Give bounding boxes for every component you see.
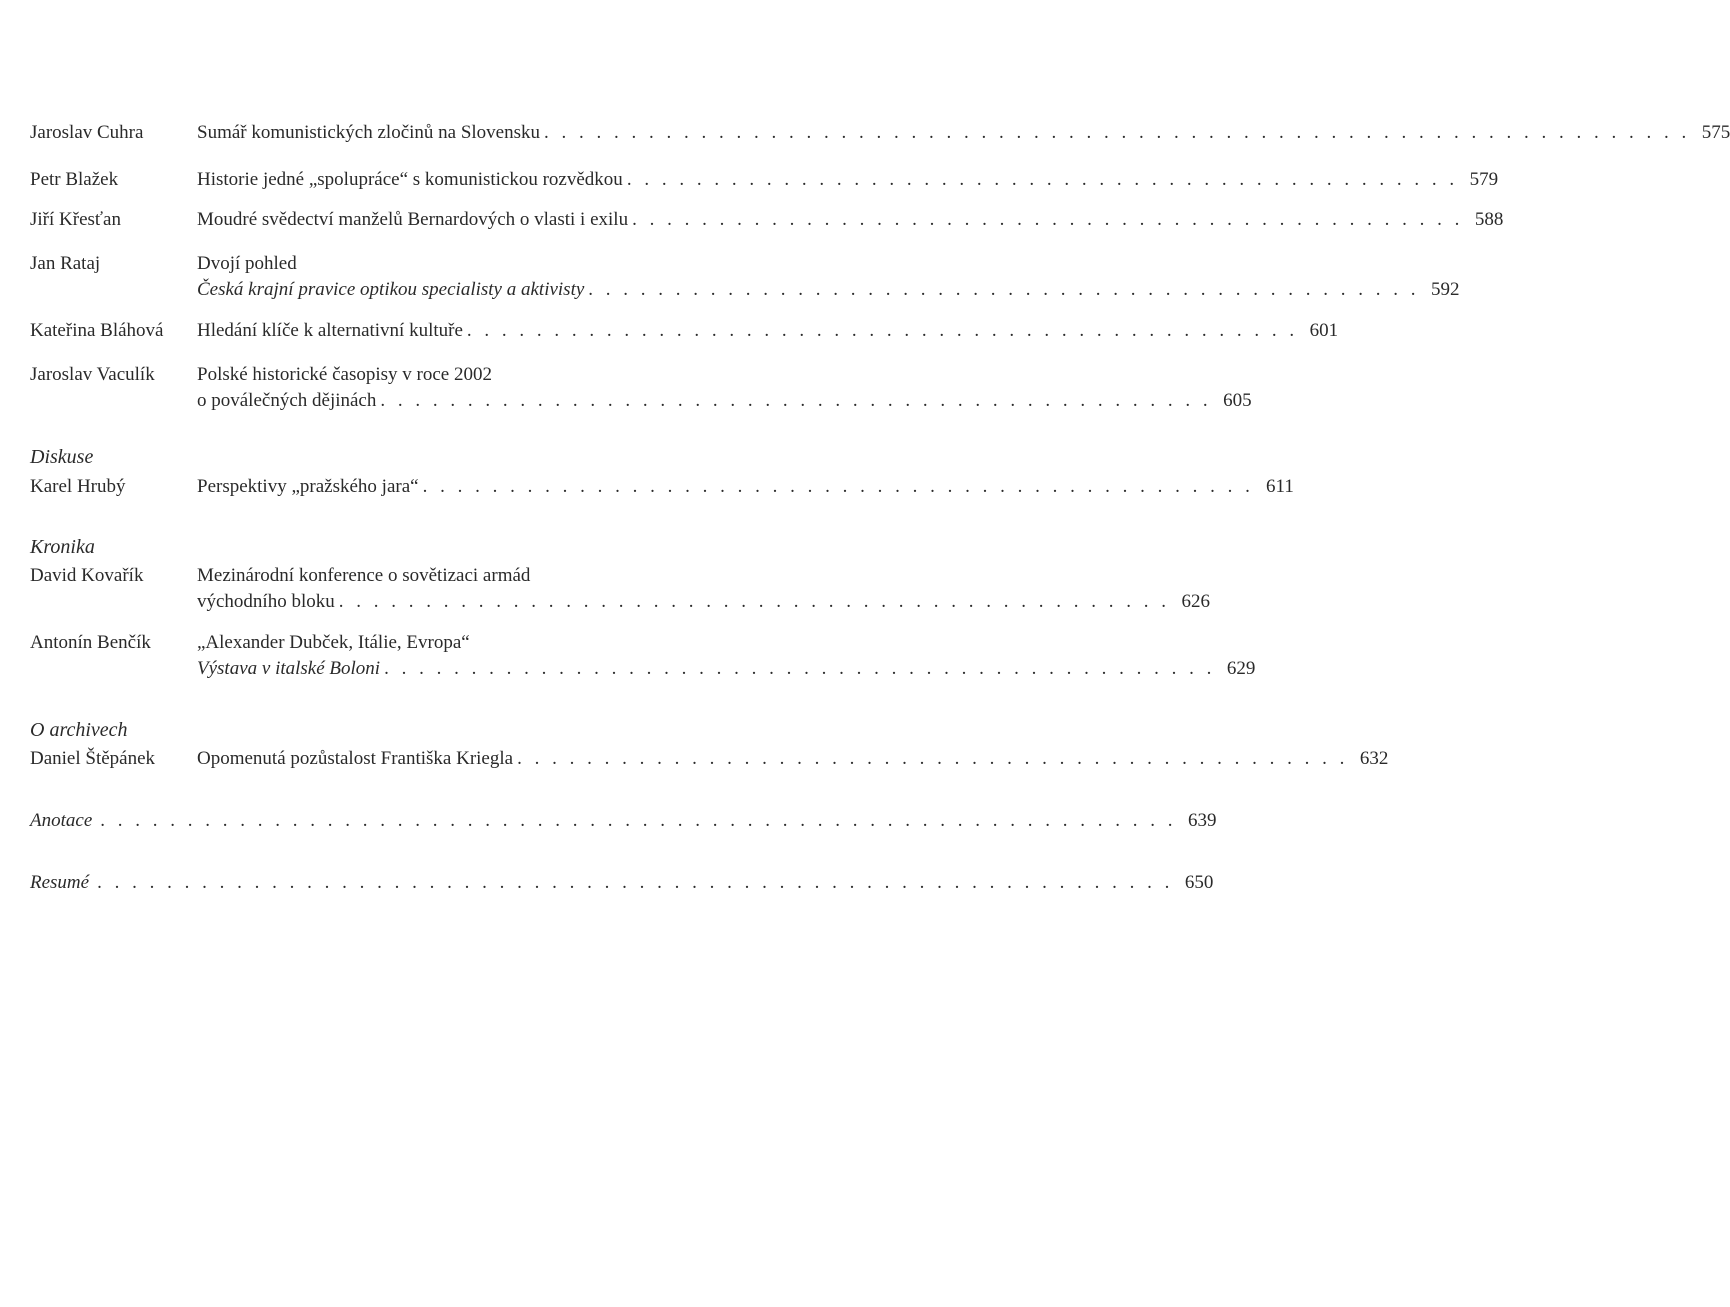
- toc-subtitle: Česká krajní pravice optikou specialisty a aktivisty: [197, 279, 585, 300]
- toc-title: Resumé: [30, 872, 90, 893]
- toc-author: Jan Rataj: [30, 253, 101, 274]
- dot-leader: . . . . . . . . . . . . . . . . . . . . . . . . . . . . . . . . . . . . . . . . . . . . . . . . . . . . . . . . . . . . . .: [100, 810, 1177, 831]
- toc-page-number: 592: [1431, 279, 1460, 300]
- toc-author: David Kovařík: [30, 565, 144, 586]
- toc-title-line[interactable]: [197, 251, 740, 277]
- toc-author: Kateřina Bláhová: [30, 320, 164, 341]
- toc-author: Jiří Křesťan: [30, 209, 121, 230]
- toc-entry-anotace: [30, 808, 1217, 834]
- dot-leader: . . . . . . . . . . . . . . . . . . . . . . . . . . . . . . . . . . . . . . . . . . . . . . . .: [422, 476, 1254, 497]
- toc-author: Petr Blažek: [30, 169, 119, 190]
- dot-leader: . . . . . . . . . . . . . . . . . . . . . . . . . . . . . . . . . . . . . . . . . . . . . . . .: [338, 591, 1170, 612]
- section-heading-kronika: Kronika: [30, 536, 95, 558]
- dot-leader: . . . . . . . . . . . . . . . . . . . . . . . . . . . . . . . . . . . . . . . . . . . . . . . .: [384, 658, 1216, 679]
- dot-leader: . . . . . . . . . . . . . . . . . . . . . . . . . . . . . . . . . . . . . . . . . . . . . . . .: [517, 748, 1349, 769]
- toc-title: Anotace: [30, 810, 93, 831]
- toc-title: Historie jedné „spolupráce“ s komunistickou rozvědkou: [197, 169, 623, 190]
- toc-page-number: 588: [1474, 209, 1504, 230]
- toc-author: Jaroslav Vaculík: [30, 364, 155, 385]
- section-heading-archivy: O archivech: [30, 719, 128, 741]
- toc-title: Moudré svědectví manželů Bernardových o vlasti i exilu: [197, 209, 629, 230]
- toc-subtitle-line[interactable]: [197, 656, 1256, 682]
- toc-title-line-2[interactable]: [197, 388, 1252, 414]
- toc-title-continued: východního bloku: [197, 591, 335, 612]
- toc-page-number: 650: [1184, 872, 1214, 893]
- toc-title: „Alexander Dubček, Itálie, Evropa“: [197, 632, 470, 653]
- toc-page-number: 632: [1359, 748, 1389, 769]
- dot-leader: . . . . . . . . . . . . . . . . . . . . . . . . . . . . . . . . . . . . . . . . . . . . . . . . . . . . . . . . . . . . . . . . . .: [544, 122, 1691, 143]
- toc-title-line[interactable]: [197, 167, 1499, 193]
- toc-title-continued: o poválečných dějinách: [197, 390, 377, 411]
- toc-title: Opomenutá pozůstalost Františka Kriegla: [197, 748, 514, 769]
- toc-page-number: 611: [1266, 476, 1294, 497]
- section-heading-diskuse: Diskuse: [30, 446, 94, 468]
- toc-author: Daniel Štěpánek: [30, 748, 156, 769]
- toc-title-line[interactable]: [30, 808, 1217, 834]
- toc-title-line[interactable]: [197, 630, 740, 656]
- toc-page-number: 605: [1223, 390, 1252, 411]
- toc-title: Sumář komunistických zločinů na Slovensku: [197, 122, 541, 143]
- toc-author: Jaroslav Cuhra: [30, 122, 144, 143]
- toc-title: Hledání klíče k alternativní kultuře: [197, 320, 463, 341]
- toc-title: Perspektivy „pražského jara“: [197, 476, 419, 497]
- dot-leader: . . . . . . . . . . . . . . . . . . . . . . . . . . . . . . . . . . . . . . . . . . . . . . . .: [588, 279, 1420, 300]
- toc-title-line[interactable]: [197, 563, 740, 589]
- toc-page-number: 626: [1181, 591, 1210, 612]
- dot-leader: . . . . . . . . . . . . . . . . . . . . . . . . . . . . . . . . . . . . . . . . . . . . . . . .: [626, 169, 1459, 190]
- toc-subtitle-line[interactable]: [197, 277, 1460, 303]
- toc-title-line[interactable]: [197, 362, 740, 388]
- toc-subtitle: Výstava v italské Boloni: [197, 658, 381, 679]
- toc-author: Antonín Benčík: [30, 632, 151, 653]
- toc-title-line[interactable]: [30, 870, 1214, 896]
- toc-title-line[interactable]: [197, 207, 1504, 233]
- toc-page-number: 575: [1701, 122, 1730, 143]
- toc-title: Dvojí pohled: [197, 253, 297, 274]
- toc-author: Karel Hrubý: [30, 476, 126, 497]
- toc-entry-resume: [30, 870, 1214, 896]
- dot-leader: . . . . . . . . . . . . . . . . . . . . . . . . . . . . . . . . . . . . . . . . . . . . . . . .: [380, 390, 1212, 411]
- toc-page-number: 579: [1469, 169, 1499, 190]
- dot-leader: . . . . . . . . . . . . . . . . . . . . . . . . . . . . . . . . . . . . . . . . . . . . . . . .: [632, 209, 1464, 230]
- toc-title-line-2[interactable]: [197, 589, 1210, 615]
- dot-leader: . . . . . . . . . . . . . . . . . . . . . . . . . . . . . . . . . . . . . . . . . . . . . . . .: [466, 320, 1299, 341]
- toc-page-number: 629: [1226, 658, 1256, 679]
- toc-title: Mezinárodní konference o sovětizaci armád: [197, 565, 531, 586]
- toc-page-number: 639: [1188, 810, 1217, 831]
- toc-title: Polské historické časopisy v roce 2002: [197, 364, 492, 385]
- toc-title-line[interactable]: [197, 120, 1730, 146]
- dot-leader: . . . . . . . . . . . . . . . . . . . . . . . . . . . . . . . . . . . . . . . . . . . . . . . . . . . . . . . . . . . . . .: [97, 872, 1174, 893]
- toc-title-line[interactable]: [197, 318, 1339, 344]
- toc-page-number: 601: [1309, 320, 1339, 341]
- toc-title-line[interactable]: [197, 746, 1389, 772]
- toc-title-line[interactable]: [197, 474, 1294, 500]
